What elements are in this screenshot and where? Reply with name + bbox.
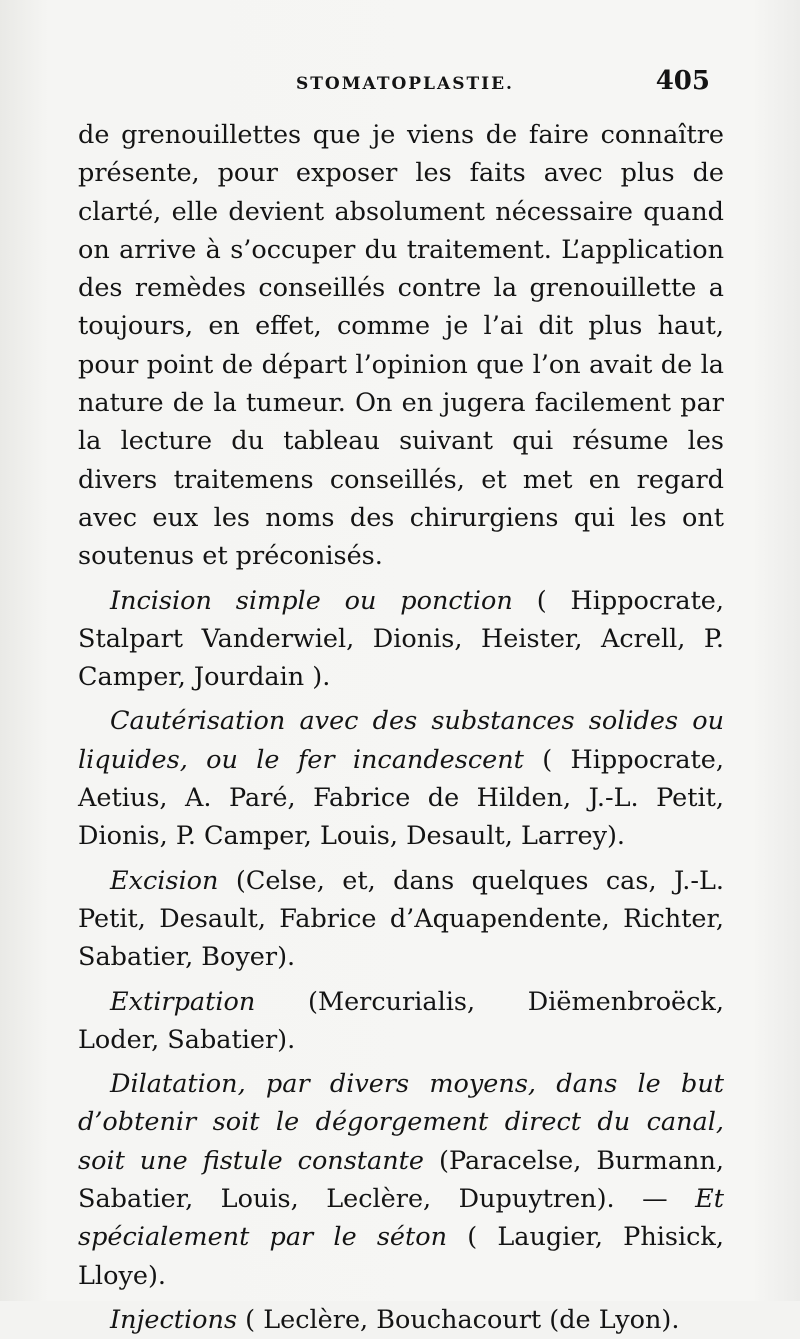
surgeon-names: ( Leclère, Bouchacourt (de Lyon). [237, 1304, 680, 1335]
intro-paragraph: de grenouillettes que je viens de faire connaître présente, pour exposer les faits avec plus de clarté, elle devient absolument nécessaire quand on arrive à s’occuper du traitement. L’application des remèdes conseillés contre la grenouillette a toujours, en effet, comme je l’ai dit plus haut, pour point de départ l’opinion que l’on avait de la nature de la tumeur. On en jugera facilement par la lecture du tableau suivant qui résume les divers traitemens conseillés, et met en regard avec eux les noms des chirurgiens qui les ont soutenus et préconisés. [78, 120, 724, 572]
page-header [78, 66, 716, 106]
running-title: STOMATOPLASTIE. [296, 74, 514, 94]
treatment-term: Injections [110, 1304, 238, 1335]
treatment-subterm: Et spécialement par le séton [78, 1184, 725, 1253]
surgeon-names: (Mercurialis, Diëmenbroëck, Loder, Sabatier). [78, 986, 724, 1055]
surgeon-names: ( Hippocrate, Aetius, A. Paré, Fabrice de Hilden, J.-L. Petit, Dionis, P. Camper, Louis, Desault, Larrey). [78, 744, 724, 852]
treatment-term: Excision [110, 865, 219, 896]
surgeon-names: (Paracelse, Burmann, Sabatier, Louis, Leclère, Dupuytren). — [78, 1145, 725, 1215]
page-number: 405 [655, 66, 710, 96]
surgeon-names: ( Hippocrate, Stalpart Vanderwiel, Dionis, Heister, Acrell, P. Camper, Jourdain ). [78, 585, 725, 693]
treatment-entry-extirpation [78, 983, 724, 1060]
treatment-term: Incision simple ou ponction [110, 585, 513, 616]
treatment-entry-dilatation [78, 1065, 724, 1295]
treatment-entry-excision [78, 862, 724, 977]
surgeon-names: ( Laugier, Phisick, Lloye). [78, 1222, 724, 1291]
treatment-term: Cautérisation avec des substances solides ou liquides, ou le fer incandescent [78, 706, 724, 775]
treatment-entry-cauterisation [78, 702, 724, 855]
treatment-entry-injections [78, 1301, 724, 1339]
surgeon-names: (Celse, et, dans quelques cas, J.-L. Petit, Desault, Fabrice d’Aquapendente, Richter, Sabatier, Boyer). [78, 865, 724, 973]
treatment-term: Dilatation, par divers moyens, dans le but d’obtenir soit le dégorgement direct du canal, soit une fistule constante [78, 1069, 724, 1176]
body-text [78, 116, 724, 1339]
treatment-entry-incision [78, 582, 724, 697]
treatment-term: Extirpation [110, 986, 256, 1017]
